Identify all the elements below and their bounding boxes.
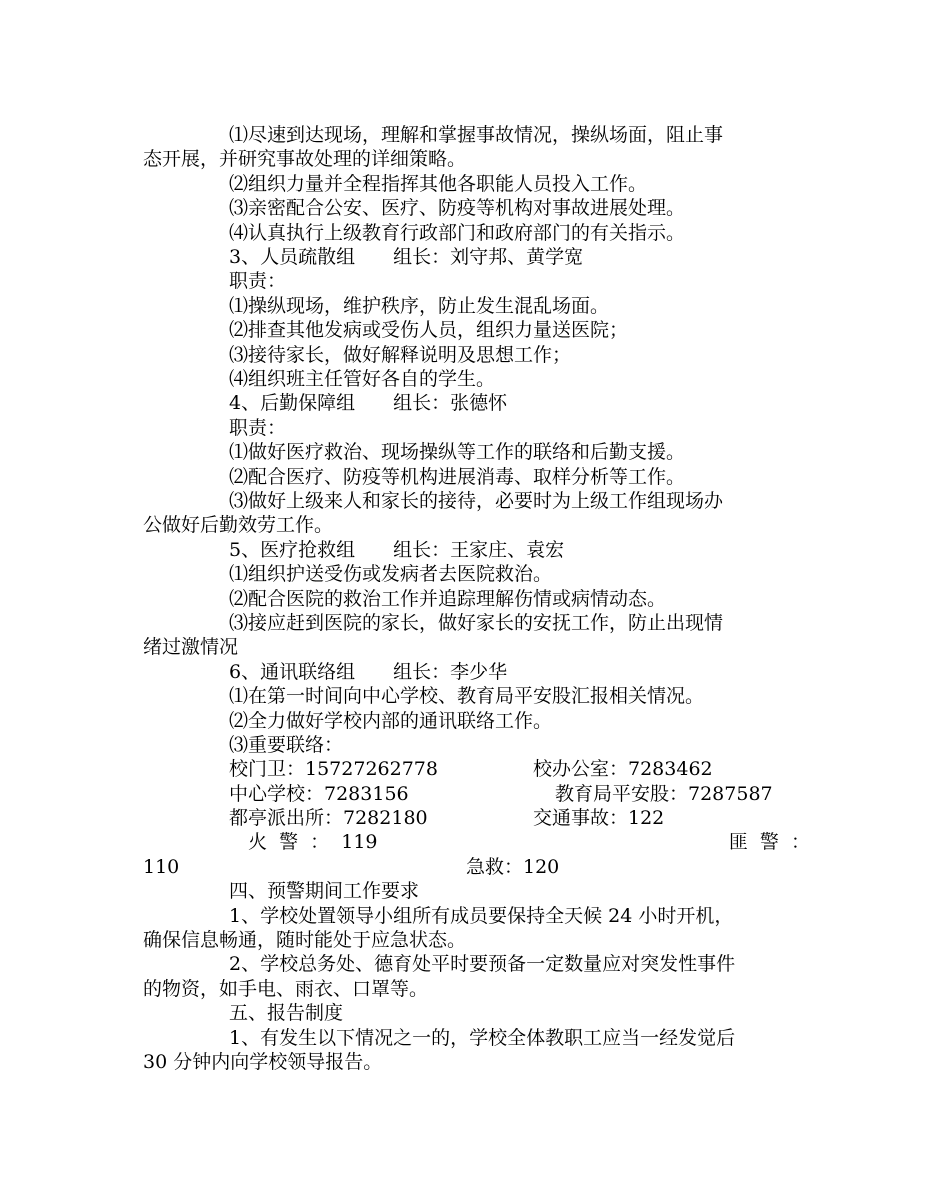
section-heading bbox=[229, 245, 810, 269]
paragraph-line: 绪过激情况 bbox=[143, 636, 239, 658]
contact-entry: 都亭派出所：7282180 bbox=[229, 807, 428, 829]
paragraph-line: ⑶重要联络： bbox=[229, 734, 344, 756]
paragraph-line: 2、学校总务处、德育处平时要预备一定数量应对突发性事件 bbox=[229, 953, 736, 975]
paragraph-line: 态开展，并研究事故处理的详细策略。 bbox=[143, 148, 467, 170]
paragraph-line: ⑶做好上级来人和家长的接待，必要时为上级工作组现场办 bbox=[229, 490, 724, 512]
contact-entry: 教育局平安股：7287587 bbox=[555, 783, 773, 805]
paragraph-line: ⑶接应赶到医院的家长，做好家长的安抚工作，防止出现情 bbox=[229, 612, 724, 634]
section-title: 4、后勤保障组 bbox=[229, 392, 356, 414]
paragraph-line: ⑴尽速到达现场，理解和掌握事故情况，操纵场面，阻止事 bbox=[229, 124, 724, 146]
contact-entry: 火 警 ： 119 bbox=[248, 831, 378, 853]
paragraph-line: 公做好后勤效劳工作。 bbox=[143, 514, 334, 536]
paragraph-line: ⑵全力做好学校内部的通讯联络工作。 bbox=[229, 710, 553, 732]
duty-label: 职责： bbox=[229, 270, 287, 292]
contact-row bbox=[143, 757, 810, 781]
section-heading bbox=[229, 538, 810, 562]
paragraph-line: ⑵排查其他发病或受伤人员，组织力量送医院； bbox=[229, 319, 629, 341]
contact-row bbox=[143, 830, 810, 854]
paragraph-line: 确保信息畅通，随时能处于应急状态。 bbox=[143, 929, 467, 951]
paragraph-line: ⑴做好医疗救治、现场操纵等工作的联络和后勤支援。 bbox=[229, 441, 686, 463]
section-heading bbox=[229, 391, 810, 415]
section-leader: 组长：刘守邦、黄学宽 bbox=[393, 246, 584, 268]
section-leader: 组长：张德怀 bbox=[393, 392, 508, 414]
duty-label: 职责： bbox=[229, 417, 287, 439]
section-leader: 组长：李少华 bbox=[393, 661, 508, 683]
contact-row bbox=[143, 806, 810, 830]
contact-entry: 校办公室：7283462 bbox=[533, 758, 713, 780]
paragraph-line: ⑵配合医疗、防疫等机构进展消毒、取样分析等工作。 bbox=[229, 466, 686, 488]
contact-entry: 110 bbox=[143, 856, 180, 878]
paragraph-line: 1、有发生以下情况之一的，学校全体教职工应当一经发觉后 bbox=[229, 1027, 736, 1049]
paragraph-line: ⑷认真执行上级教育行政部门和政府部门的有关指示。 bbox=[229, 222, 686, 244]
paragraph-line: ⑶亲密配合公安、医疗、防疫等机构对事故进展处理。 bbox=[229, 197, 686, 219]
contact-entry: 中心学校：7283156 bbox=[229, 783, 409, 805]
section-title: 5、医疗抢救组 bbox=[229, 539, 356, 561]
paragraph-line: 的物资，如手电、雨衣、口罩等。 bbox=[143, 978, 429, 1000]
paragraph-line: ⑴操纵现场，维护秩序，防止发生混乱场面。 bbox=[229, 295, 610, 317]
contact-row bbox=[143, 782, 810, 806]
paragraph-line: ⑶接待家长，做好解释说明及思想工作； bbox=[229, 344, 572, 366]
section-heading bbox=[229, 660, 810, 684]
paragraph-line: ⑴在第一时间向中心学校、教育局平安股汇报相关情况。 bbox=[229, 685, 705, 707]
contact-entry: 校门卫：15727262778 bbox=[229, 758, 438, 780]
paragraph-line: ⑴组织护送受伤或发病者去医院救治。 bbox=[229, 563, 553, 585]
contact-entry: 急救：120 bbox=[466, 856, 560, 878]
contact-row bbox=[143, 855, 810, 879]
chapter-heading: 四、预警期间工作要求 bbox=[229, 880, 420, 902]
section-title: 6、通讯联络组 bbox=[229, 661, 356, 683]
paragraph-line: 1、学校处置领导小组所有成员要保持全天候 24 小时开机， bbox=[229, 905, 734, 927]
section-title: 3、人员疏散组 bbox=[229, 246, 356, 268]
section-leader: 组长：王家庄、袁宏 bbox=[393, 539, 565, 561]
chapter-heading: 五、报告制度 bbox=[229, 1002, 344, 1024]
paragraph-line: ⑷组织班主任管好各自的学生。 bbox=[229, 368, 496, 390]
paragraph-line: 30 分钟内向学校领导报告。 bbox=[143, 1051, 383, 1073]
paragraph-line: ⑵配合医院的救治工作并追踪理解伤情或病情动态。 bbox=[229, 588, 667, 610]
contact-entry: 匪 警 ： bbox=[728, 831, 810, 853]
contact-entry: 交通事故：122 bbox=[533, 807, 665, 829]
paragraph-line: ⑵组织力量并全程指挥其他各职能人员投入工作。 bbox=[229, 173, 648, 195]
